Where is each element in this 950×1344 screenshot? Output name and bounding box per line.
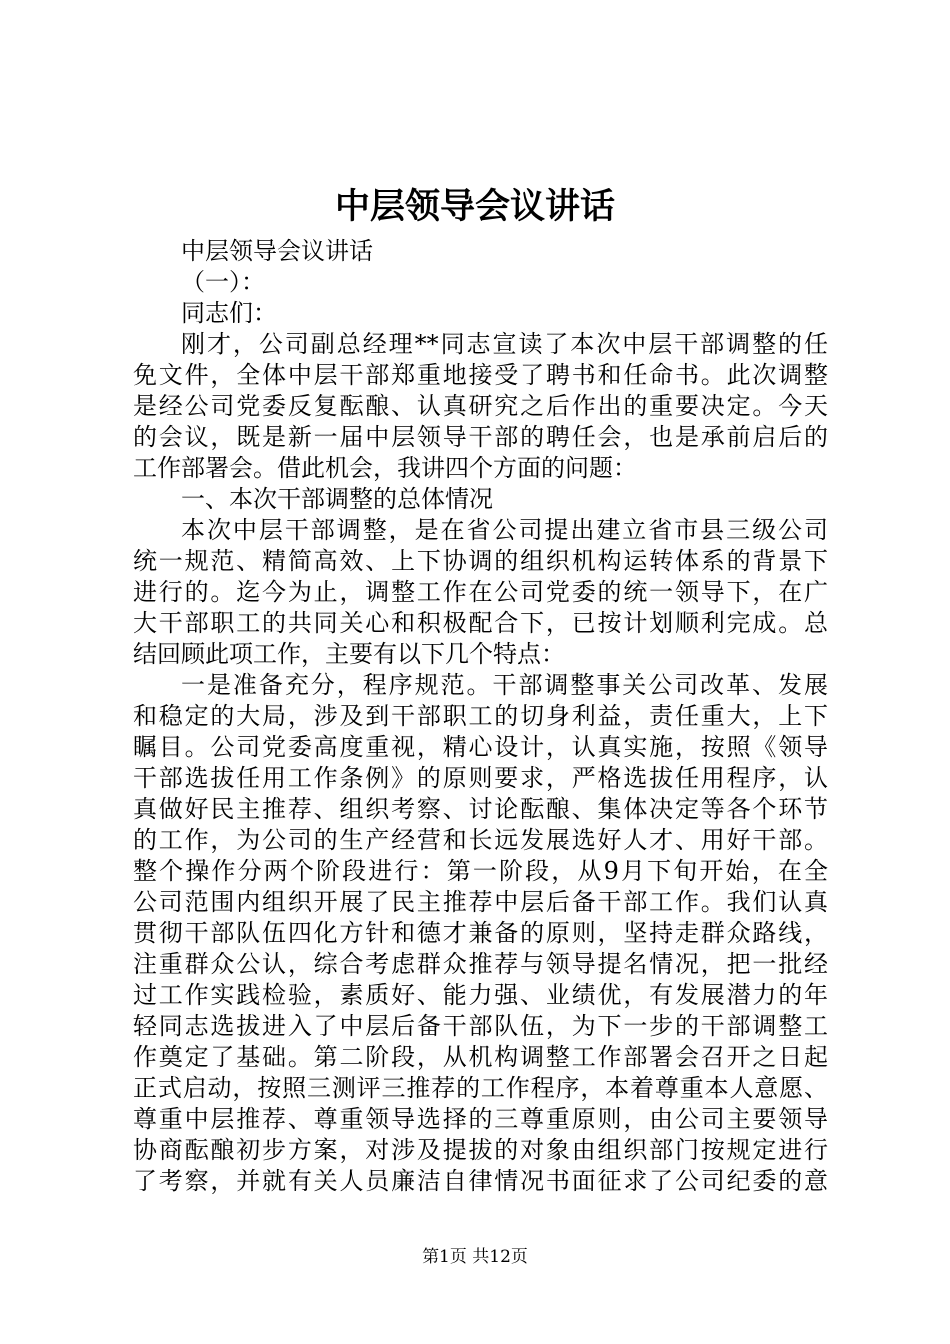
body-text-line: 尊重中层推荐、尊重领导选择的三尊重原则，由公司主要领导 bbox=[133, 1105, 828, 1133]
body-text-line: 贯彻干部队伍四化方针和德才兼备的原则，坚持走群众路线， bbox=[133, 919, 828, 947]
body-text-line: 同志们： bbox=[181, 299, 277, 327]
body-text-line: 真做好民主推荐、组织考察、讨论酝酿、集体决定等各个环节 bbox=[133, 795, 828, 823]
body-text-line: 是经公司党委反复酝酿、认真研究之后作出的重要决定。今天 bbox=[133, 392, 828, 420]
body-text-line: 结回顾此项工作，主要有以下几个特点： bbox=[133, 640, 565, 668]
body-text-line: 公司范围内组织开展了民主推荐中层后备干部工作。我们认真 bbox=[133, 888, 828, 916]
body-text-line: 过工作实践检验，素质好、能力强、业绩优，有发展潜力的年 bbox=[133, 981, 828, 1009]
body-text-line: 一、本次干部调整的总体情况 bbox=[181, 485, 493, 513]
body-text-line: 注重群众公认，综合考虑群众推荐与领导提名情况，把一批经 bbox=[133, 950, 828, 978]
body-text-line: 一是准备充分，程序规范。干部调整事关公司改革、发展 bbox=[181, 671, 828, 699]
document-title: 中层领导会议讲话 bbox=[334, 186, 615, 227]
body-text-line: 的工作，为公司的生产经营和长远发展选好人才、用好干部。 bbox=[133, 826, 828, 854]
body-text-line: 瞩目。公司党委高度重视，精心设计，认真实施，按照《领导 bbox=[133, 733, 828, 761]
body-text-line: 了考察，并就有关人员廉洁自律情况书面征求了公司纪委的意 bbox=[133, 1167, 828, 1195]
body-text-line: 作奠定了基础。第二阶段，从机构调整工作部署会召开之日起 bbox=[133, 1043, 828, 1071]
body-text-line: 工作部署会。借此机会，我讲四个方面的问题： bbox=[133, 454, 637, 482]
body-text-line: 的会议，既是新一届中层领导干部的聘任会，也是承前启后的 bbox=[133, 423, 828, 451]
body-text-line: 刚才，公司副总经理**同志宣读了本次中层干部调整的任 bbox=[181, 330, 828, 358]
body-text-line: 轻同志选拔进入了中层后备干部队伍，为下一步的干部调整工 bbox=[133, 1012, 828, 1040]
body-text-line: 和稳定的大局，涉及到干部职工的切身利益，责任重大，上下 bbox=[133, 702, 828, 730]
body-text-line: 进行的。迄今为止，调整工作在公司党委的统一领导下，在广 bbox=[133, 578, 828, 606]
body-text-line: 协商酝酿初步方案，对涉及提拔的对象由组织部门按规定进行 bbox=[133, 1136, 828, 1164]
body-text-line: 大干部职工的共同关心和积极配合下，已按计划顺利完成。总 bbox=[133, 609, 828, 637]
document-body bbox=[133, 236, 828, 1197]
body-text-line: 免文件，全体中层干部郑重地接受了聘书和任命书。此次调整 bbox=[133, 361, 828, 389]
body-text-line: 中层领导会议讲话 bbox=[181, 237, 373, 265]
body-text-line: 干部选拔任用工作条例》的原则要求，严格选拔任用程序，认 bbox=[133, 764, 828, 792]
body-text-line: 统一规范、精简高效、上下协调的组织机构运转体系的背景下 bbox=[133, 547, 828, 575]
body-text-line: 本次中层干部调整，是在省公司提出建立省市县三级公司 bbox=[181, 516, 828, 544]
body-text-line: 正式启动，按照三测评三推荐的工作程序，本着尊重本人意愿、 bbox=[133, 1074, 828, 1102]
page-footer: 第1页 共12页 bbox=[422, 1247, 528, 1267]
body-text-line: （一）： bbox=[181, 268, 265, 296]
body-text-line: 整个操作分两个阶段进行：第一阶段，从9月下旬开始，在全 bbox=[133, 857, 828, 885]
